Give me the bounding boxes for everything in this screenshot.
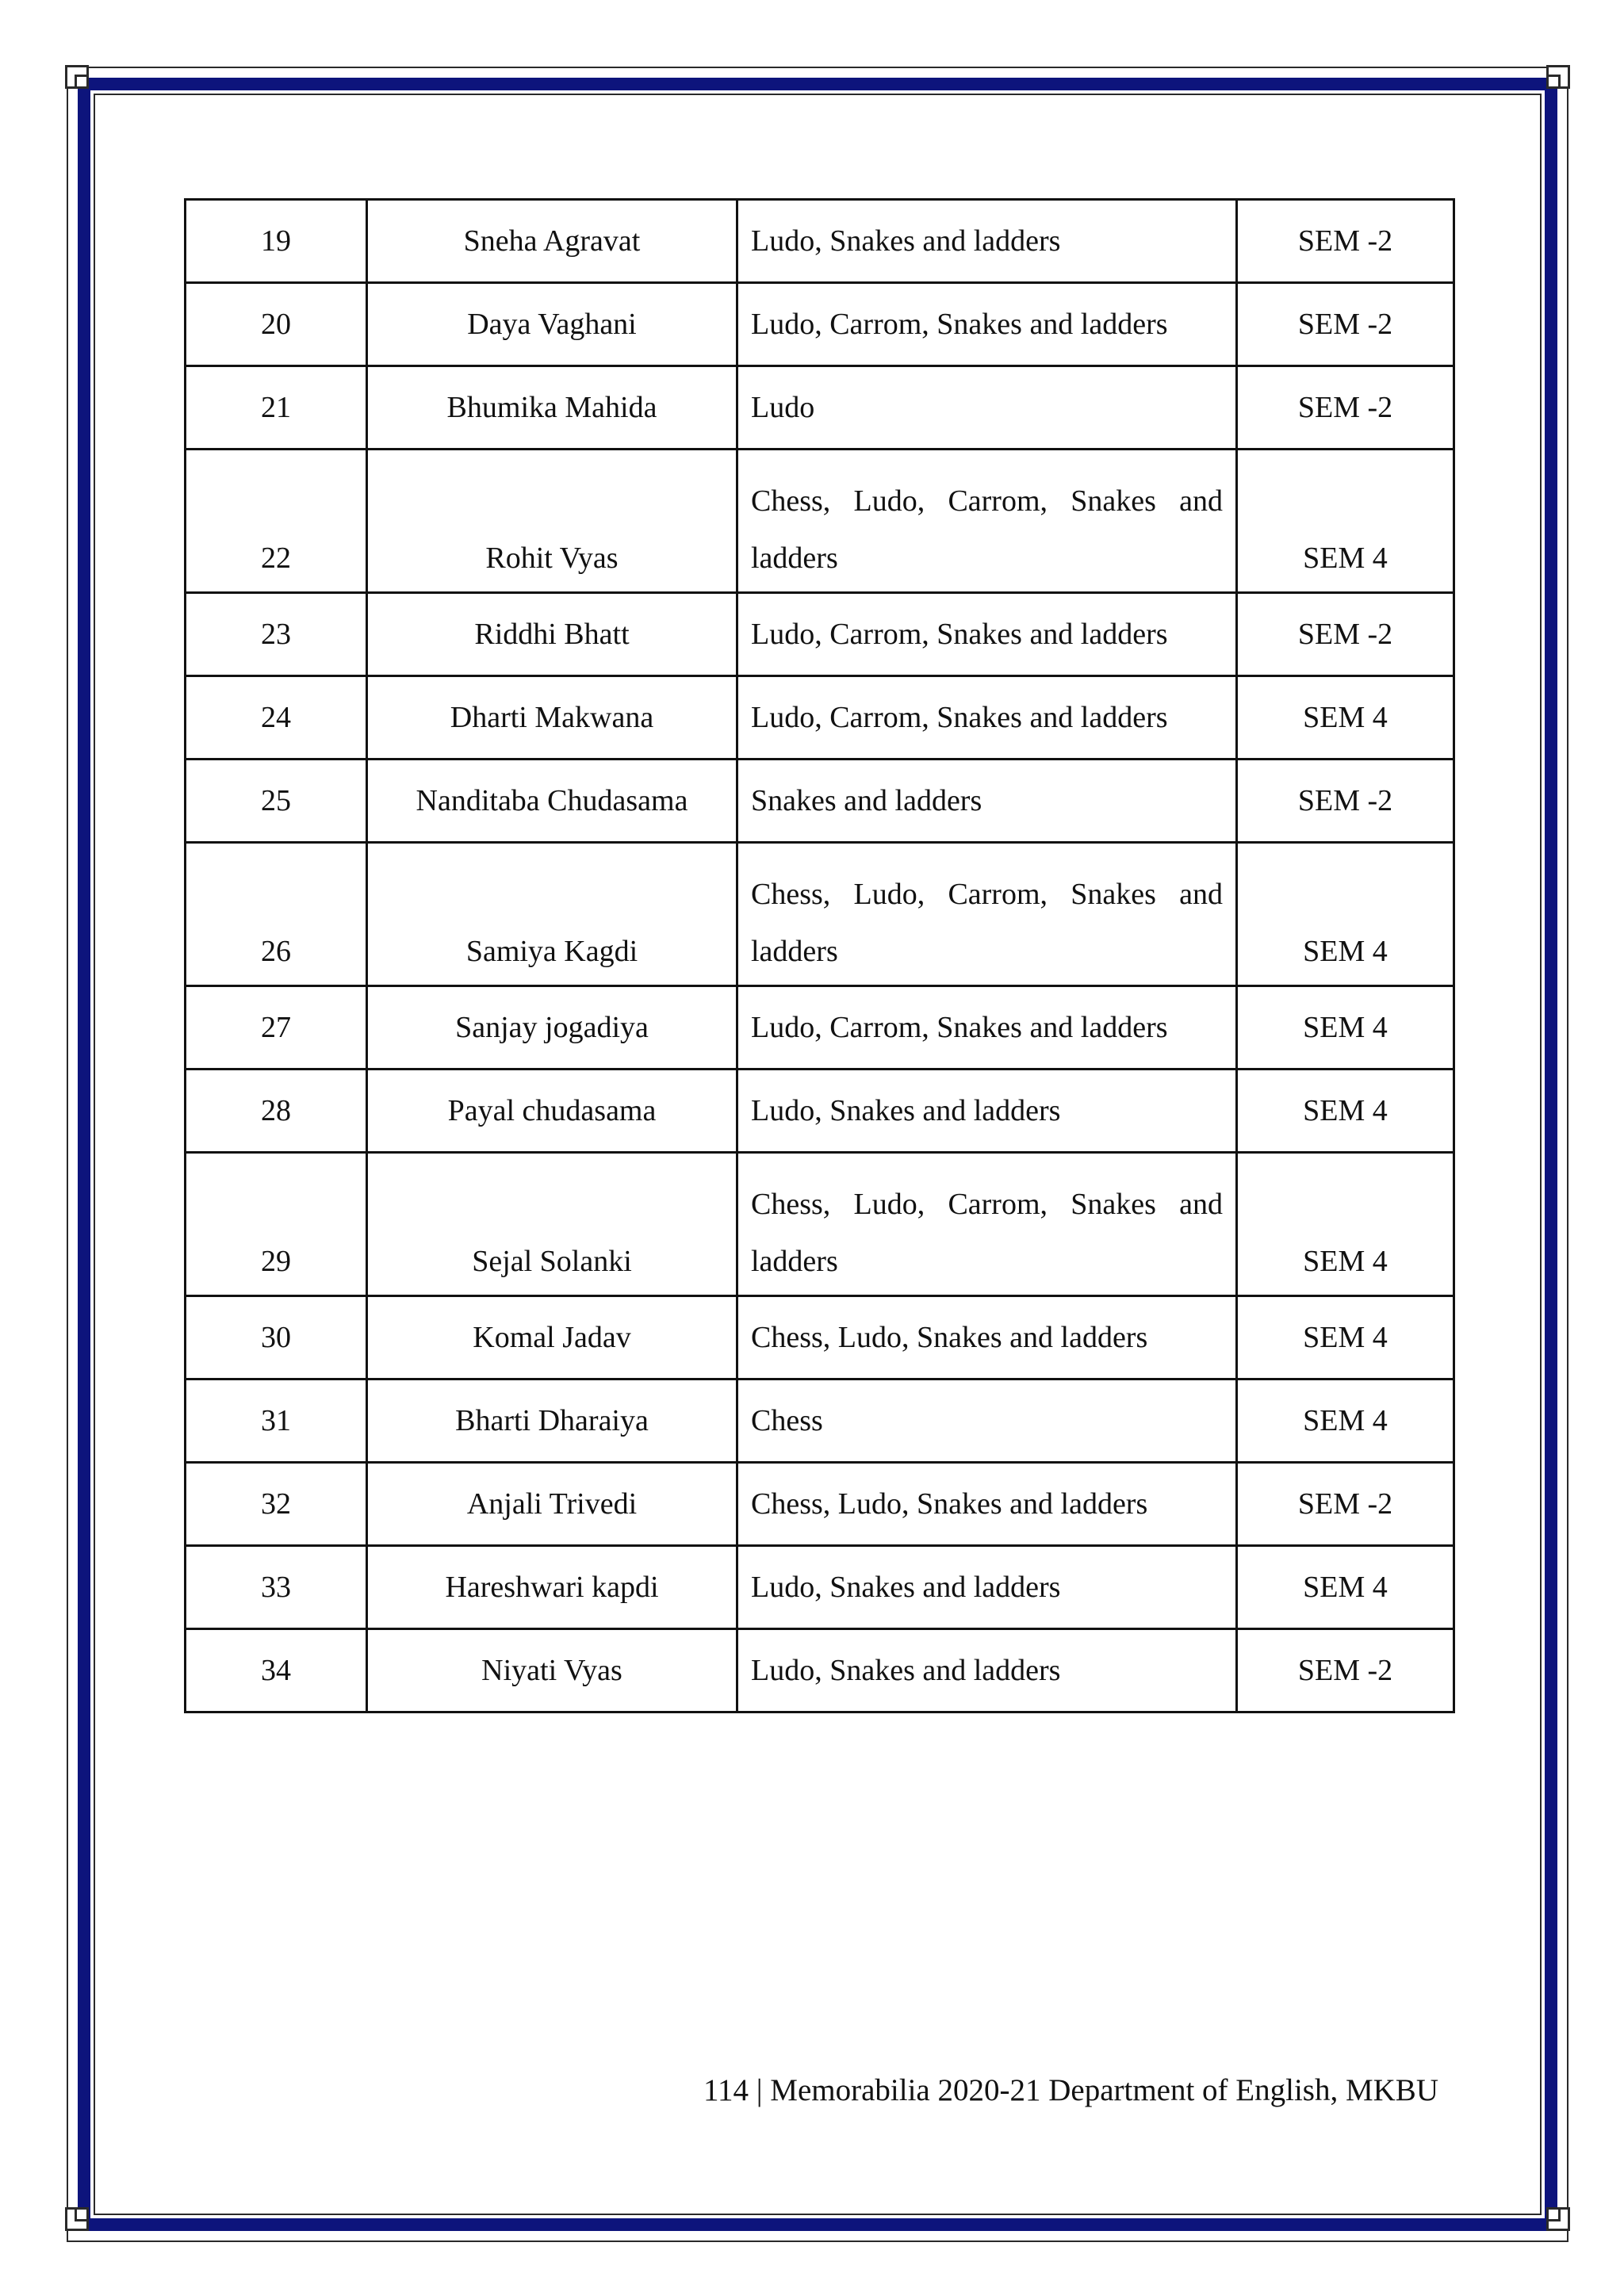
participant-name: Sanjay jogadiya	[367, 986, 737, 1070]
table-row	[186, 1070, 1454, 1153]
semester: SEM -2	[1237, 283, 1454, 366]
row-number: 28	[186, 1070, 367, 1153]
games-played: Ludo, Carrom, Snakes and ladders	[737, 676, 1237, 760]
games-played: Ludo, Snakes and ladders	[737, 1629, 1237, 1712]
table-row	[186, 283, 1454, 366]
games-played: Ludo, Carrom, Snakes and ladders	[737, 986, 1237, 1070]
row-number: 24	[186, 676, 367, 760]
participant-name: Bhumika Mahida	[367, 366, 737, 450]
games-played: Chess, Ludo, Carrom, Snakes and ladders	[737, 450, 1237, 593]
games-played: Chess, Ludo, Carrom, Snakes and ladders	[737, 843, 1237, 986]
semester: SEM 4	[1237, 1070, 1454, 1153]
games-played: Chess	[737, 1380, 1237, 1463]
row-number: 27	[186, 986, 367, 1070]
participant-name: Daya Vaghani	[367, 283, 737, 366]
row-number: 33	[186, 1546, 367, 1629]
page-footer: 114 | Memorabilia 2020-21 Department of English, MKBU	[703, 2073, 1438, 2107]
participant-name: Riddhi Bhatt	[367, 593, 737, 676]
table-row	[186, 986, 1454, 1070]
row-number: 19	[186, 200, 367, 283]
table-row	[186, 1153, 1454, 1296]
games-played: Chess, Ludo, Snakes and ladders	[737, 1296, 1237, 1380]
row-number: 31	[186, 1380, 367, 1463]
participant-name: Niyati Vyas	[367, 1629, 737, 1712]
row-number: 20	[186, 283, 367, 366]
participant-name: Bharti Dharaiya	[367, 1380, 737, 1463]
corner-ornament-top-left	[60, 60, 97, 97]
participant-name: Nanditaba Chudasama	[367, 760, 737, 843]
table-row	[186, 450, 1454, 593]
table-row	[186, 676, 1454, 760]
row-number: 29	[186, 1153, 367, 1296]
table-row	[186, 760, 1454, 843]
row-number: 30	[186, 1296, 367, 1380]
table-row	[186, 1296, 1454, 1380]
semester: SEM 4	[1237, 1546, 1454, 1629]
semester: SEM 4	[1237, 986, 1454, 1070]
table-row	[186, 1629, 1454, 1712]
participant-name: Anjali Trivedi	[367, 1463, 737, 1546]
corner-ornament-top-right	[1538, 60, 1575, 97]
row-number: 26	[186, 843, 367, 986]
participant-name: Dharti Makwana	[367, 676, 737, 760]
games-played: Ludo, Snakes and ladders	[737, 1070, 1237, 1153]
row-number: 23	[186, 593, 367, 676]
participant-name: Komal Jadav	[367, 1296, 737, 1380]
corner-ornament-bottom-right	[1538, 2199, 1575, 2236]
participant-name: Samiya Kagdi	[367, 843, 737, 986]
games-played: Chess, Ludo, Snakes and ladders	[737, 1463, 1237, 1546]
row-number: 21	[186, 366, 367, 450]
table-row	[186, 1546, 1454, 1629]
participant-name: Sejal Solanki	[367, 1153, 737, 1296]
semester: SEM 4	[1237, 1153, 1454, 1296]
games-played: Ludo	[737, 366, 1237, 450]
row-number: 22	[186, 450, 367, 593]
participant-name: Rohit Vyas	[367, 450, 737, 593]
semester: SEM -2	[1237, 593, 1454, 676]
games-played: Ludo, Carrom, Snakes and ladders	[737, 283, 1237, 366]
semester: SEM 4	[1237, 1296, 1454, 1380]
table-row	[186, 200, 1454, 283]
table-row	[186, 593, 1454, 676]
semester: SEM -2	[1237, 1629, 1454, 1712]
games-played: Chess, Ludo, Carrom, Snakes and ladders	[737, 1153, 1237, 1296]
semester: SEM -2	[1237, 760, 1454, 843]
table-row	[186, 1463, 1454, 1546]
semester: SEM 4	[1237, 450, 1454, 593]
semester: SEM 4	[1237, 676, 1454, 760]
table-row	[186, 1380, 1454, 1463]
participant-name: Payal chudasama	[367, 1070, 737, 1153]
games-played: Ludo, Snakes and ladders	[737, 1546, 1237, 1629]
participants-table	[184, 198, 1455, 1713]
row-number: 34	[186, 1629, 367, 1712]
table-row	[186, 366, 1454, 450]
table-row	[186, 843, 1454, 986]
semester: SEM -2	[1237, 366, 1454, 450]
participant-name: Sneha Agravat	[367, 200, 737, 283]
semester: SEM 4	[1237, 1380, 1454, 1463]
semester: SEM 4	[1237, 843, 1454, 986]
row-number: 32	[186, 1463, 367, 1546]
corner-ornament-bottom-left	[60, 2199, 97, 2236]
games-played: Ludo, Carrom, Snakes and ladders	[737, 593, 1237, 676]
games-played: Ludo, Snakes and ladders	[737, 200, 1237, 283]
semester: SEM -2	[1237, 1463, 1454, 1546]
games-played: Snakes and ladders	[737, 760, 1237, 843]
participant-name: Hareshwari kapdi	[367, 1546, 737, 1629]
row-number: 25	[186, 760, 367, 843]
semester: SEM -2	[1237, 200, 1454, 283]
